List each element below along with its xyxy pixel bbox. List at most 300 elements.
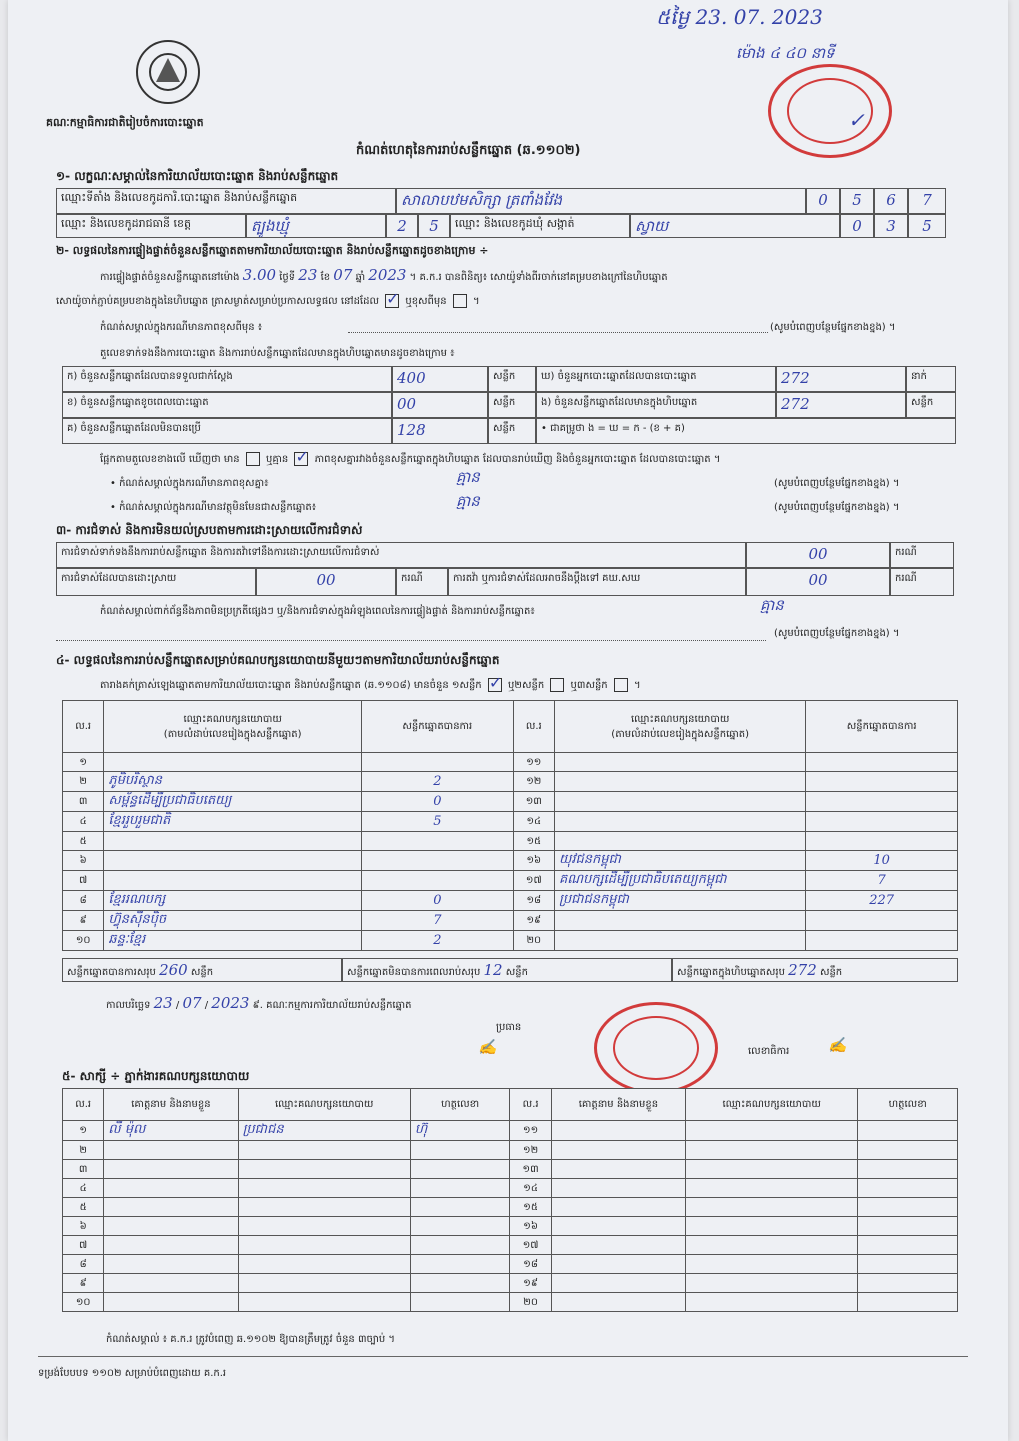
total-box-unit: សន្លឹក — [819, 967, 843, 978]
s1-row2-code-b-2: 3 — [874, 214, 908, 238]
s3-note-label: កំណត់សម្គាល់ពាក់ព័ន្ធនឹងភាពមិនប្រក្រតីផ្សេងៗ ឬ/និងការជំទាស់ក្នុងអំឡុងពេលនៃការផ្ទៀងផ្ទាត់ និងការរាប់សន្លឹកឆ្នោត៖ — [100, 606, 535, 617]
results-votes-right — [806, 753, 958, 772]
results-party-left: ខ្មែររួបរួមជាតិ — [104, 812, 362, 832]
results-no-right: ១៩ — [513, 911, 554, 931]
w-col-name-right: គោត្តនាម និងនាមខ្លួន — [551, 1089, 685, 1121]
col-party-right — [554, 701, 805, 753]
results-votes-left — [362, 753, 514, 772]
total-invalid — [342, 958, 672, 982]
same-checkbox[interactable] — [385, 294, 399, 308]
nec-emblem-icon — [136, 40, 200, 104]
committee-red-stamp — [594, 1002, 718, 1094]
s2-para1-a: ការផ្ទៀងផ្ទាត់ចំនួនសន្លឹកឆ្នោតនៅម៉ោង — [100, 272, 240, 283]
witness-name-left — [104, 1160, 238, 1179]
results-no-left: ១០ — [63, 931, 104, 951]
witness-sign-left — [410, 1255, 510, 1274]
total-invalid-value: 12 — [483, 961, 503, 979]
s2-para2: សោយ៉ូចាក់ភ្ជាប់គម្របខាងក្នុងនៃហិបឆ្នោត ត្រាសម្ងាត់សម្រាប់ប្រកាសលទ្ធផល នៅដដែល — [56, 296, 379, 307]
witness-party-right — [686, 1217, 858, 1236]
s2-row2-unit: សន្លឹក — [488, 392, 536, 418]
witness-sign-right — [858, 1236, 958, 1255]
results-no-left: ១ — [63, 753, 104, 772]
witness-sign-left: ហ៊ុ — [410, 1121, 510, 1141]
s2-row2-unit2: សន្លឹក — [906, 392, 956, 418]
s2-check-line — [100, 452, 720, 467]
s2-row1-unit2: នាក់ — [906, 366, 956, 392]
top-signature: ✓ — [848, 108, 865, 132]
results-no-right: ១៣ — [513, 792, 554, 812]
s2-para1 — [100, 266, 950, 285]
results-no-right: ១៨ — [513, 891, 554, 911]
results-no-right: ១៤ — [513, 812, 554, 832]
secretary-label: លេខាធិការ — [748, 1046, 790, 1057]
witness-sign-left — [410, 1274, 510, 1293]
s3-row2-label: ការជំទាស់ដែលបានដោះស្រាយ — [56, 568, 256, 596]
witness-no-right: ២០ — [510, 1293, 551, 1312]
table-row — [63, 1198, 958, 1217]
s2-para3: កំណត់សម្គាល់ក្នុងករណីមានភាពខុសពីមុន ៖ — [100, 322, 263, 333]
s1-row2-value-b: ស្វាយ — [630, 214, 840, 238]
results-party-left: ភូមិបរិស្ថាន — [104, 772, 362, 792]
s2-row2-value: 00 — [392, 392, 488, 418]
date-day: 23 — [153, 994, 173, 1012]
s3-row2-unit-b: ករណី — [890, 568, 954, 596]
witness-sign-right — [858, 1217, 958, 1236]
total-valid-value: 260 — [159, 961, 188, 979]
w-col-sign-left: ហត្ថលេខា — [410, 1089, 510, 1121]
s3-note-dotline — [56, 640, 766, 641]
witness-no-right: ១៨ — [510, 1255, 551, 1274]
results-votes-left — [362, 871, 514, 891]
witness-no-left: ៩ — [63, 1274, 104, 1293]
witness-no-right: ១៣ — [510, 1160, 551, 1179]
results-votes-left: 0 — [362, 792, 514, 812]
witness-party-right — [686, 1121, 858, 1141]
s3-note-suffix: (សូមបំពេញបន្ថែមផ្នែកខាងខ្នង) ។ — [774, 628, 900, 639]
results-party-left — [104, 832, 362, 851]
results-party-left: ខ្មែររណបក្ស — [104, 891, 362, 911]
total-box-label: សន្លឹកឆ្នោតក្នុងហិបឆ្នោតសរុប — [677, 967, 785, 978]
witness-name-right — [551, 1160, 685, 1179]
s1-row1-code-3: 6 — [874, 188, 908, 214]
results-table — [62, 700, 958, 951]
col-party-right-sub: (តាមលំដាប់លេខរៀងក្នុងសន្លឹកឆ្នោត) — [611, 728, 750, 740]
witness-no-right: ១៧ — [510, 1236, 551, 1255]
witness-sign-right — [858, 1121, 958, 1141]
witness-no-right: ១៤ — [510, 1179, 551, 1198]
witness-name-right — [551, 1293, 685, 1312]
table-row — [63, 1160, 958, 1179]
results-party-right — [554, 832, 805, 851]
results-no-left: ៣ — [63, 792, 104, 812]
witness-name-left — [104, 1141, 238, 1160]
total-invalid-unit: សន្លឹក — [505, 967, 528, 978]
results-no-left: ៩ — [63, 911, 104, 931]
witness-sign-left — [410, 1179, 510, 1198]
witness-no-left: ៣ — [63, 1160, 104, 1179]
s3-row1-unit: ករណី — [890, 542, 954, 568]
col-no-left: ល.រ — [63, 701, 104, 753]
results-no-right: ១៧ — [513, 871, 554, 891]
witness-sign-right — [858, 1179, 958, 1198]
s2-note1-label: • កំណត់សម្គាល់ក្នុងករណីមានភាពខុសគ្នា៖ — [110, 478, 269, 489]
s2-check-c: ភាពខុសគ្នារវាងចំនួនសន្លឹកឆ្នោតក្នុងហិបឆ្នោត ដែលបានរាប់ឃើញ និងចំនួនអ្នកបោះឆ្នោត ដែលបានបោះឆ្នោត ។ — [314, 454, 721, 465]
s2-row2-label2: ង) ចំនួនសន្លឹកឆ្នោតដែលមានក្នុងហិបឆ្នោត — [536, 392, 776, 418]
witness-table — [62, 1088, 958, 1312]
s3-note-value: គ្មាន — [760, 596, 784, 614]
s4-opt3: ឬ៣សន្លឹក — [570, 680, 608, 691]
s1-row1-code-4: 7 — [908, 188, 946, 214]
table-row — [63, 1236, 958, 1255]
w-col-party-left: ឈ្មោះគណបក្សនយោបាយ — [238, 1089, 410, 1121]
s2-row3-label: គ) ចំនួនសន្លឹកឆ្នោតដែលមិនបានប្រើ — [62, 418, 392, 444]
total-invalid-label: សន្លឹកឆ្នោតមិនបានការពេលរាប់សរុប — [347, 967, 481, 978]
witness-no-right: ១៥ — [510, 1198, 551, 1217]
witness-name-right — [551, 1274, 685, 1293]
witness-sign-right — [858, 1255, 958, 1274]
witness-party-left — [238, 1217, 410, 1236]
total-box-value: 272 — [788, 961, 817, 979]
s2-row3-value: 128 — [392, 418, 488, 444]
s3-row1-label: ការជំទាស់ទាក់ទងនឹងការរាប់សន្លឹកឆ្នោត និងការតវ៉ាទៅនឹងការដោះស្រាយលើការជំទាស់ — [56, 542, 746, 568]
results-party-left — [104, 871, 362, 891]
results-no-right: ២០ — [513, 931, 554, 951]
footer-text: ទម្រង់បែបបទ ១១០២ សម្រាប់បំពេញដោយ គ.ក.រ — [38, 1368, 227, 1379]
witness-party-right — [686, 1236, 858, 1255]
col-no-right: ល.រ — [513, 701, 554, 753]
witness-party-left — [238, 1198, 410, 1217]
table-row — [63, 1121, 958, 1141]
witness-party-left — [238, 1255, 410, 1274]
witness-name-left — [104, 1179, 238, 1198]
witness-sign-right — [858, 1274, 958, 1293]
witness-party-right — [686, 1255, 858, 1274]
total-valid-label: សន្លឹកឆ្នោតបានការសរុប — [67, 967, 156, 978]
results-votes-right — [806, 772, 958, 792]
three-sheets-checkbox[interactable] — [614, 678, 628, 692]
witness-name-left — [104, 1255, 238, 1274]
results-votes-right: 10 — [806, 851, 958, 871]
results-party-right — [554, 911, 805, 931]
s2-para3-dotline — [348, 332, 768, 333]
one-sheet-checkbox[interactable] — [488, 678, 502, 692]
results-votes-right: 227 — [806, 891, 958, 911]
w-col-no-left: ល.រ — [63, 1089, 104, 1121]
col-party-left-sub: (តាមលំដាប់លេខរៀងក្នុងសន្លឹកឆ្នោត) — [163, 728, 302, 740]
results-votes-left: 7 — [362, 911, 514, 931]
witness-no-right: ១១ — [510, 1121, 551, 1141]
form-title: កំណត់ហេតុនៃការរាប់សន្លឹកឆ្នោត (ឆ.១១០២) — [356, 143, 581, 158]
witness-sign-right — [858, 1198, 958, 1217]
witness-no-right: ១៩ — [510, 1274, 551, 1293]
witness-party-right — [686, 1274, 858, 1293]
results-votes-right — [806, 911, 958, 931]
witness-party-left: ប្រជាជន — [238, 1121, 410, 1141]
witness-no-left: ៦ — [63, 1217, 104, 1236]
s2-check-a: ផ្អែកតាមតួលេខខាងលើ ឃើញថា មាន — [100, 454, 240, 465]
handwritten-time-note: ម៉ោង ៤ ៤០ នាទី — [736, 44, 835, 62]
footer-divider — [38, 1356, 968, 1357]
s2-note2-label: • កំណត់សម្គាល់ក្នុងករណីមានវត្ថុមិនមែនជាសន្លឹកឆ្នោត៖ — [110, 502, 317, 513]
results-party-left — [104, 753, 362, 772]
witness-party-right — [686, 1141, 858, 1160]
witness-sign-right — [858, 1160, 958, 1179]
results-party-left: សម្ព័ន្ធដើម្បីប្រជាធិបតេយ្យ — [104, 792, 362, 812]
results-votes-left: 2 — [362, 772, 514, 792]
results-votes-right — [806, 931, 958, 951]
s1-row2-code-2: 5 — [418, 214, 450, 238]
witness-no-left: ១ — [63, 1121, 104, 1141]
table-row — [63, 1179, 958, 1198]
total-valid-unit: សន្លឹក — [190, 967, 214, 978]
different-checkbox[interactable] — [453, 294, 467, 308]
witness-name-right — [551, 1141, 685, 1160]
witness-party-right — [686, 1160, 858, 1179]
section3-heading: ៣- ការជំទាស់ និងការមិនយល់ស្របតាមការដោះស្រាយលើការជំទាស់ — [56, 523, 363, 537]
s2-para1-e: ។ គ.ក.រ បានពិនិត្យ៖ សោយ៉ូទាំងពីរចាក់នៅគម្របខាងក្រៅនៃហិបឆ្នោត — [409, 272, 668, 283]
table-row — [63, 1217, 958, 1236]
results-party-left: ហ៊្វុនស៊ីនប៉ិច — [104, 911, 362, 931]
s2-time: 3.00 — [242, 266, 277, 284]
col-party-right-title: ឈ្មោះគណបក្សនយោបាយ — [630, 713, 730, 725]
s5-note: កំណត់សម្គាល់ ៖ គ.ក.រ ត្រូវបំពេញ ឆ.១១០២ ឱ្យបានត្រឹមត្រូវ ចំនួន ៣ច្បាប់ ។ — [106, 1334, 395, 1345]
s2-formula: • ជាគម្រូថា ង = ឃ = ក - (ខ + គ) — [536, 418, 956, 444]
results-votes-right: 7 — [806, 871, 958, 891]
witness-party-right — [686, 1293, 858, 1312]
s2-row1-unit: សន្លឹក — [488, 366, 536, 392]
s2-row1-label: ក) ចំនួនសន្លឹកឆ្នោតដែលបានទទួលជាក់ស្តែង — [62, 366, 392, 392]
table-row — [63, 1293, 958, 1312]
table-row — [63, 1274, 958, 1293]
witness-name-left — [104, 1274, 238, 1293]
witness-no-left: ១០ — [63, 1293, 104, 1312]
results-votes-left — [362, 851, 514, 871]
s3-row1-value: 00 — [746, 542, 890, 568]
s3-row2-unit: ករណី — [396, 568, 448, 596]
section2-heading: ២- លទ្ធផលនៃការផ្ទៀងផ្ទាត់ចំនួនសន្លឹកឆ្នោតតាមការិយាល័យបោះឆ្នោត និងរាប់សន្លឹកឆ្នោតដូចខាងក្រោម ÷ — [56, 244, 489, 257]
w-col-sign-right: ហត្ថលេខា — [858, 1089, 958, 1121]
results-party-right — [554, 772, 805, 792]
date-month: 07 — [182, 994, 202, 1012]
witness-sign-left — [410, 1293, 510, 1312]
col-votes-left: សន្លឹកឆ្នោតបានការ — [362, 701, 514, 753]
results-party-right: ប្រជាជនកម្ពុជា — [554, 891, 805, 911]
s1-row2-label-b: ឈ្មោះ និងលេខកូដឃុំ សង្កាត់ — [450, 214, 630, 238]
witness-no-right: ១២ — [510, 1141, 551, 1160]
s2-day: 23 — [298, 266, 318, 284]
witness-name-right — [551, 1179, 685, 1198]
section5-heading: ៥- សាក្សី ÷ ភ្នាក់ងារគណបក្សនយោបាយ — [62, 1069, 250, 1083]
results-no-left: ៤ — [63, 812, 104, 832]
witness-name-right — [551, 1198, 685, 1217]
s1-row2-code-1: 2 — [386, 214, 418, 238]
witness-party-left — [238, 1141, 410, 1160]
witness-party-right — [686, 1179, 858, 1198]
results-no-left: ៧ — [63, 871, 104, 891]
s2-para3-note: (សូមបំពេញបន្ថែមផ្នែកខាងខ្នង) ។ — [770, 322, 896, 333]
s2-row1-value2: 272 — [776, 366, 906, 392]
results-no-right: ១២ — [513, 772, 554, 792]
s3-row2-value: 00 — [256, 568, 396, 596]
table-row — [63, 851, 958, 871]
s4-subline-text: តារាងគក់ត្រាស់ឡេងឆ្នោតតាមការិយាល័យបោះឆ្នោត និងរាប់សន្លឹកឆ្នោត (ឆ.១១០៨) មានចំនួន ១សន្លឹក — [100, 680, 482, 691]
results-votes-right — [806, 812, 958, 832]
table-row — [63, 1255, 958, 1274]
results-party-left — [104, 851, 362, 871]
witness-no-left: ៨ — [63, 1255, 104, 1274]
s2-row2-label: ខ) ចំនួនសន្លឹកឆ្នោតខូចពេលបោះឆ្នោត — [62, 392, 392, 418]
results-no-right: ១៥ — [513, 832, 554, 851]
table-row — [63, 891, 958, 911]
s2-para2-yes: ឬខុសពីមុន — [405, 296, 447, 307]
results-votes-left: 2 — [362, 931, 514, 951]
results-no-right: ១១ — [513, 753, 554, 772]
witness-name-left — [104, 1198, 238, 1217]
results-votes-left: 5 — [362, 812, 514, 832]
s2-para4: តួលេខទាក់ទងនឹងការបោះឆ្នោត និងការរាប់សន្លឹកឆ្នោតដែលមានក្នុងហិបឆ្នោតមានដូចខាងក្រោម ៖ — [100, 348, 455, 359]
s2-row3-unit: សន្លឹក — [488, 418, 536, 444]
table-row — [63, 753, 958, 772]
results-votes-left: 0 — [362, 891, 514, 911]
witness-sign-left — [410, 1236, 510, 1255]
s1-row1-code-1: 0 — [806, 188, 840, 214]
results-votes-right — [806, 792, 958, 812]
s1-row2-code-b-1: 0 — [840, 214, 874, 238]
section1-heading: ១- លក្ខណៈសម្គាល់នៃការិយាល័យបោះឆ្នោត និងរាប់សន្លឹកឆ្នោត — [56, 169, 339, 183]
results-party-right: យុវជនកម្ពុជា — [554, 851, 805, 871]
results-votes-left — [362, 832, 514, 851]
witness-no-left: ៧ — [63, 1236, 104, 1255]
s2-note1-value: គ្មាន — [456, 468, 480, 486]
witness-name-right — [551, 1217, 685, 1236]
handwritten-date-note: ៥ម្ងៃ 23. 07. 2023 — [656, 5, 823, 29]
s1-row1-label: ឈ្មោះទីតាំង និងលេខកូដការិ.បោះឆ្នោត និងរាប់សន្លឹកឆ្នោត — [56, 188, 396, 214]
witness-sign-right — [858, 1293, 958, 1312]
s2-note1-suffix: (សូមបំពេញបន្ថែមផ្នែកខាងខ្នង) ។ — [774, 478, 900, 489]
results-party-right — [554, 753, 805, 772]
organization-name: គណៈកម្មាធិការជាតិរៀបចំការបោះឆ្នោត — [46, 116, 204, 129]
chair-label: ប្រធាន — [496, 1022, 522, 1033]
results-party-right — [554, 792, 805, 812]
s1-row1-value: សាលាបឋមសិក្សា ត្រពាំងវែង — [396, 188, 806, 214]
s2-para1-b: ថ្ងៃទី — [279, 272, 296, 283]
results-votes-right — [806, 832, 958, 851]
total-valid — [62, 958, 342, 982]
col-party-left-title: ឈ្មោះគណបក្សនយោបាយ — [183, 713, 282, 725]
witness-name-right — [551, 1236, 685, 1255]
witness-party-left — [238, 1160, 410, 1179]
witness-party-left — [238, 1274, 410, 1293]
section4-heading: ៤- លទ្ធផលនៃការរាប់សន្លឹកឆ្នោតសម្រាប់គណបក្សនយោបាយនីមួយៗតាមការិយាល័យរាប់សន្លឹកឆ្នោត — [56, 653, 500, 667]
witness-name-left — [104, 1293, 238, 1312]
w-col-name-left: គោត្តនាម និងនាមខ្លួន — [104, 1089, 238, 1121]
table-row — [63, 792, 958, 812]
table-row — [63, 1141, 958, 1160]
col-votes-right: សន្លឹកឆ្នោតបានការ — [806, 701, 958, 753]
col-party-left — [104, 701, 362, 753]
date-year: 2023 — [211, 994, 250, 1012]
witness-party-left — [238, 1179, 410, 1198]
table-row — [63, 832, 958, 851]
no-difference-checkbox[interactable] — [294, 452, 308, 466]
s2-para1-d: ឆ្នាំ — [355, 272, 366, 283]
w-col-no-right: ល.រ — [510, 1089, 551, 1121]
table-row — [63, 911, 958, 931]
s2-note2-suffix: (សូមបំពេញបន្ថែមផ្នែកខាងខ្នង) ។ — [774, 502, 900, 513]
has-difference-checkbox[interactable] — [246, 452, 260, 466]
two-sheets-checkbox[interactable] — [550, 678, 564, 692]
total-box — [672, 958, 958, 982]
witness-party-left — [238, 1293, 410, 1312]
results-no-left: ២ — [63, 772, 104, 792]
results-party-left: ឆន្ទៈខ្មែរ — [104, 931, 362, 951]
s3-row2-value-b: 00 — [746, 568, 890, 596]
witness-sign-left — [410, 1198, 510, 1217]
s2-year: 2023 — [368, 266, 407, 284]
s1-row1-code-2: 5 — [840, 188, 874, 214]
committee-label: ៩. គណៈកម្មការការិយាល័យរាប់សន្លឹកឆ្នោត — [252, 1000, 412, 1011]
results-no-right: ១៦ — [513, 851, 554, 871]
table-row — [63, 871, 958, 891]
s2-note2-value: គ្មាន — [456, 492, 480, 510]
results-no-left: ៦ — [63, 851, 104, 871]
date-label: កាលបរិច្ឆេទ — [106, 1000, 151, 1011]
top-red-stamp — [768, 64, 892, 158]
witness-no-left: ៥ — [63, 1198, 104, 1217]
witness-sign-left — [410, 1217, 510, 1236]
witness-no-left: ២ — [63, 1141, 104, 1160]
witness-no-left: ៤ — [63, 1179, 104, 1198]
witness-party-right — [686, 1198, 858, 1217]
s2-para2-line: សោយ៉ូចាក់ភ្ជាប់គម្របខាងក្នុងនៃហិបឆ្នោត ត្រាសម្ងាត់សម្រាប់ប្រកាសលទ្ធផល នៅដដែល ✓ ឬខុសពីមុន ។ — [56, 294, 480, 309]
witness-party-left — [238, 1236, 410, 1255]
s2-row1-label2: ឃ) ចំនួនអ្នកបោះឆ្នោតដែលបានបោះឆ្នោត — [536, 366, 776, 392]
witness-no-right: ១៦ — [510, 1217, 551, 1236]
s1-row2-code-b-3: 5 — [908, 214, 946, 238]
s1-row2-label: ឈ្មោះ និងលេខកូដរាជធានី ខេត្ត — [56, 214, 246, 238]
witness-sign-left — [410, 1141, 510, 1160]
secretary-signature: ✍ — [828, 1036, 847, 1054]
s2-para1-c: ខែ — [320, 272, 331, 283]
w-col-party-right: ឈ្មោះគណបក្សនយោបាយ — [686, 1089, 858, 1121]
witness-sign-right — [858, 1141, 958, 1160]
s2-month: 07 — [333, 266, 353, 284]
witness-name-right — [551, 1255, 685, 1274]
s4-subline: តារាងគក់ត្រាស់ឡេងឆ្នោតតាមការិយាល័យបោះឆ្នោត និងរាប់សន្លឹកឆ្នោត (ឆ.១១០៨) មានចំនួន ១សន្លឹក ✓ ឬ២សន្លឹក ឬ៣សន្លឹក ។ — [100, 678, 641, 693]
s3-row2-label-b: ការតវ៉ា ឬការជំទាស់ដែលអាចនឹងប្តឹងទៅ គឃ.សឃ — [448, 568, 746, 596]
witness-name-left — [104, 1236, 238, 1255]
s2-row2-value2: 272 — [776, 392, 906, 418]
table-row — [63, 772, 958, 792]
witness-name-left — [104, 1217, 238, 1236]
results-party-right — [554, 812, 805, 832]
witness-name-left: លី ម៉ុល — [104, 1121, 238, 1141]
s2-row1-value: 400 — [392, 366, 488, 392]
results-no-left: ៨ — [63, 891, 104, 911]
results-party-right: គណបក្សដើម្បីប្រជាធិបតេយ្យកម្ពុជា — [554, 871, 805, 891]
results-no-left: ៥ — [63, 832, 104, 851]
witness-name-right — [551, 1121, 685, 1141]
chair-signature: ✍ — [478, 1038, 497, 1056]
s4-opt2: ឬ២សន្លឹក — [508, 680, 545, 691]
s1-row2-value: ត្បូងឃ្មុំ — [246, 214, 386, 238]
s2-check-b: ឬគ្មាន — [266, 454, 289, 465]
table-row — [63, 931, 958, 951]
results-party-right — [554, 931, 805, 951]
date-line: កាលបរិច្ឆេទ 23 / 07 / 2023 ៩. គណៈកម្មការការិយាល័យរាប់សន្លឹកឆ្នោត — [106, 994, 412, 1012]
table-row — [63, 812, 958, 832]
document-sheet — [8, 0, 1008, 1441]
